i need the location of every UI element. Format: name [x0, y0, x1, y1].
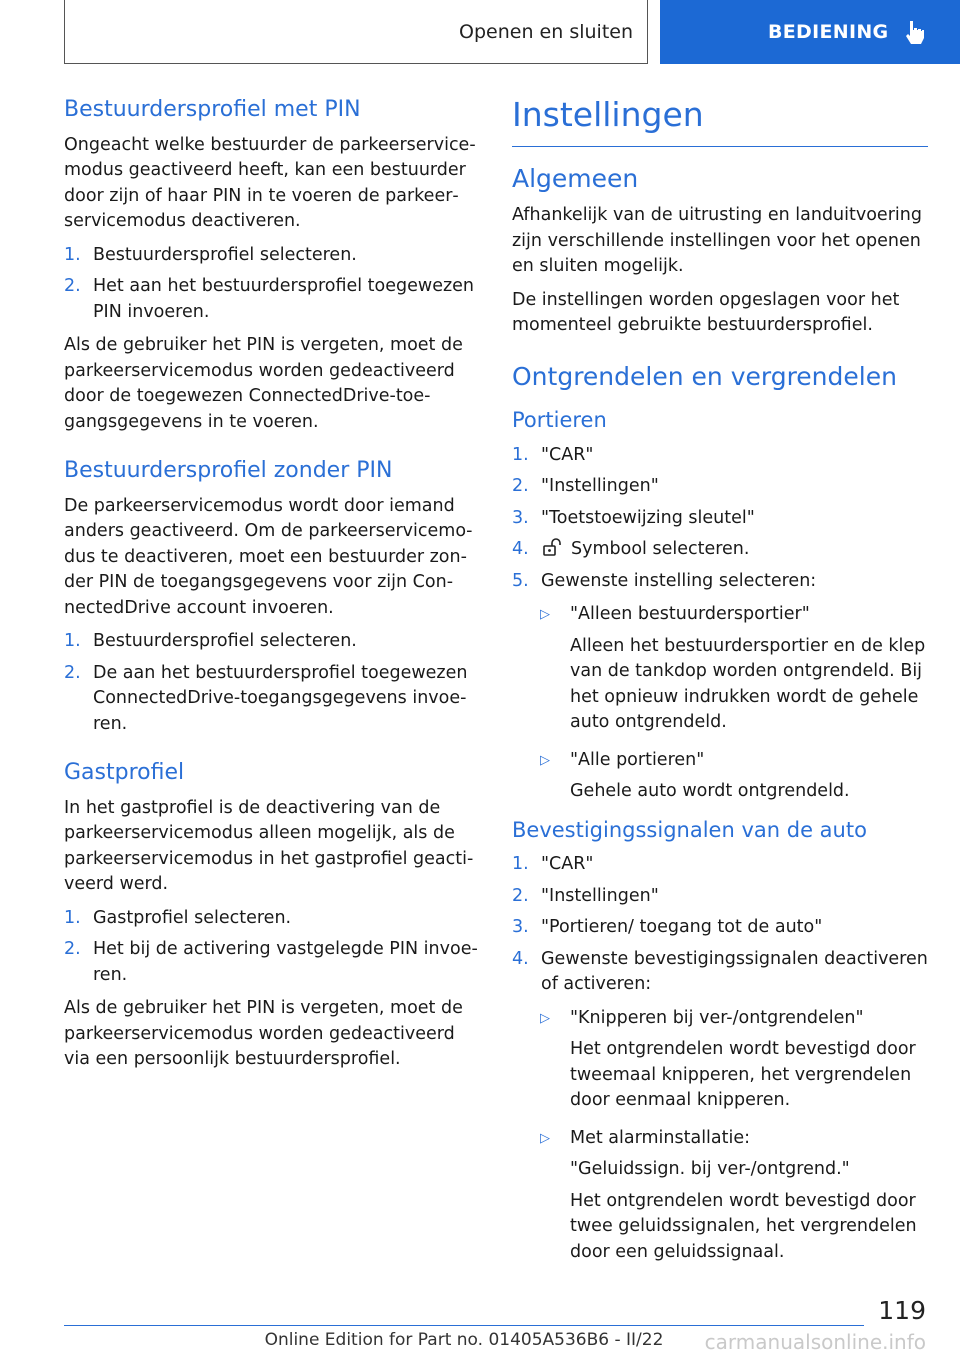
list-item [64, 243, 480, 269]
section-heading: Gastprofiel [64, 760, 185, 786]
right-column [512, 96, 928, 1277]
option-item [540, 748, 928, 811]
list-item [512, 474, 928, 500]
paragraph: In het gastprofiel is de deactivering van de parkeerservicemodus alleen mogelijk, als de parkeerservicemodus in het gastprofiel geactiveerd werd. [64, 797, 474, 895]
paragraph: Afhankelijk van de uitrusting en landuitvoering zijn verschillende instellingen voor het openen en sluiten mogelijk. [512, 205, 922, 277]
list-item [512, 506, 928, 532]
watermark-text: carmanualsonline.info [704, 1330, 926, 1354]
step-text: "Portieren/ toegang tot de auto" [541, 917, 823, 938]
step-text [541, 537, 928, 563]
step-text: "Toetstoewijzing sleutel" [541, 507, 755, 528]
option-label: Met alarminstallatie: [570, 1127, 751, 1148]
step-number: 2. [512, 476, 529, 497]
bullet-triangle-icon: ▷ [540, 1130, 550, 1146]
paragraph: Als de gebruiker het PIN is vergeten, moet de parkeerservicemodus worden gedeactiveerd via een persoonlijk bestuurdersprofiel. [64, 998, 463, 1070]
step-text: Het aan het bestuurdersprofiel toegewezen PIN invoeren. [93, 276, 475, 322]
list-item [512, 852, 928, 878]
paragraph: De parkeerservicemodus wordt door iemand anders geactiveerd. Om de parkeerservicemodus te deactiveren, moet een bestuurder zonder PIN de toegangsgegevens voor zijn ConnectedDrive account invoeren. [64, 495, 473, 618]
step-text: De aan het bestuurdersprofiel toegewezen ConnectedDrive-toegangsgegevens invoeren. [93, 662, 468, 734]
step-number: 2. [64, 939, 81, 960]
section-tab [660, 0, 960, 64]
edition-text: Online Edition for Part no. 01405A536B6 - II/22 [264, 1330, 664, 1350]
option-label: "Knipperen bij ver-/ontgrendelen" [570, 1007, 864, 1028]
section-heading: Bestuurdersprofiel met PIN [64, 97, 361, 122]
step-number: 1. [512, 854, 529, 875]
bullet-triangle-icon: ▷ [540, 607, 550, 623]
paragraph: De instellingen worden opgeslagen voor het momenteel gebruikte bestuurdersprofiel. [512, 289, 900, 336]
list-item [64, 661, 480, 738]
option-item [540, 602, 928, 742]
page-number: 119 [878, 1296, 926, 1325]
step-number: 1. [512, 444, 529, 465]
chapter-heading: Instellingen [512, 96, 928, 147]
step-text: Gewenste bevestigingssignalen deactiveren of activeren: [541, 948, 928, 995]
list-item [64, 274, 480, 325]
step-number: 3. [512, 507, 529, 528]
step-text: "CAR" [541, 854, 594, 875]
step-text: Het bij de activering vastgelegde PIN invoeren. [93, 939, 478, 985]
step-text: "Instellingen" [541, 476, 659, 497]
chapter-tab [64, 0, 648, 64]
step-number: 4. [512, 539, 529, 560]
step-list [64, 629, 480, 737]
paragraph: Ongeacht welke bestuurder de parkeerservicemodus geactiveerd heeft, kan een bestuurder door zijn of haar PIN in te voeren de parkeerservicemodus deactiveren. [64, 134, 476, 232]
list-item [512, 443, 928, 469]
option-list [540, 602, 928, 811]
step-text: Gewenste instelling selecteren: [541, 570, 817, 591]
section-heading: Ontgrendelen en vergrendelen [512, 361, 897, 391]
step-text: "Instellingen" [541, 885, 659, 906]
option-label: "Alleen bestuurdersportier" [570, 604, 810, 625]
footer-divider [64, 1325, 864, 1326]
option-extra: "Geluidssign. bij ver-/ontgrend." [570, 1159, 850, 1180]
list-item [512, 947, 928, 998]
step-text: Bestuurdersprofiel selecteren. [93, 631, 357, 652]
step-number: 3. [512, 917, 529, 938]
list-item [512, 537, 928, 563]
step-number: 2. [64, 662, 81, 683]
step-text: Gastprofiel selecteren. [93, 907, 292, 928]
paragraph: Als de gebruiker het PIN is vergeten, moet de parkeerservicemodus worden gedeactiveerd door de toegewezen ConnectedDrive-toegangsgegevens in te voeren. [64, 335, 463, 432]
bullet-triangle-icon: ▷ [540, 1010, 550, 1026]
option-item [540, 1126, 928, 1272]
step-text: Bestuurdersprofiel selecteren. [93, 244, 357, 265]
section-heading: Bestuurdersprofiel zonder PIN [64, 458, 393, 484]
list-item [512, 915, 928, 941]
list-item [512, 569, 928, 595]
option-list [540, 1006, 928, 1272]
unlock-icon [541, 537, 565, 557]
step-number: 1. [64, 631, 81, 652]
step-label: Symbool selecteren. [571, 539, 750, 560]
step-number: 5. [512, 570, 529, 591]
list-item [64, 906, 480, 932]
option-description: Het ontgrendelen wordt bevestigd door twee geluidssignalen, het vergrendelen door een geluidssignaal. [570, 1190, 917, 1262]
chapter-title: Openen en sluiten [459, 20, 633, 43]
step-list [512, 852, 928, 998]
step-number: 2. [512, 885, 529, 906]
option-description: Het ontgrendelen wordt bevestigd door tweemaal knipperen, het vergrendelen door eenmaal knipperen. [570, 1039, 916, 1111]
option-description: Gehele auto wordt ontgrendeld. [570, 781, 850, 802]
option-label: "Alle portieren" [570, 749, 705, 770]
list-item [512, 884, 928, 910]
subsection-heading: Portieren [512, 408, 607, 433]
subsection-heading: Bevestigingssignalen van de auto [512, 817, 867, 842]
step-number: 2. [64, 276, 81, 297]
option-item [540, 1006, 928, 1120]
step-list [64, 243, 480, 326]
section-title: BEDIENING [768, 21, 889, 43]
bullet-triangle-icon: ▷ [540, 752, 550, 768]
step-number: 4. [512, 948, 529, 969]
step-number: 1. [64, 907, 81, 928]
step-list [512, 443, 928, 595]
step-list [64, 906, 480, 989]
section-heading: Algemeen [512, 163, 639, 193]
list-item [64, 629, 480, 655]
list-item [64, 937, 480, 988]
option-description: Alleen het bestuurdersportier en de klep van de tankdop worden ontgrendeld. Bij het opnieuw indrukken wordt de gehele auto ontgrendeld. [570, 635, 926, 733]
step-text: "CAR" [541, 444, 594, 465]
left-column [64, 96, 480, 1081]
hand-pointer-icon [902, 19, 926, 45]
step-number: 1. [64, 244, 81, 265]
